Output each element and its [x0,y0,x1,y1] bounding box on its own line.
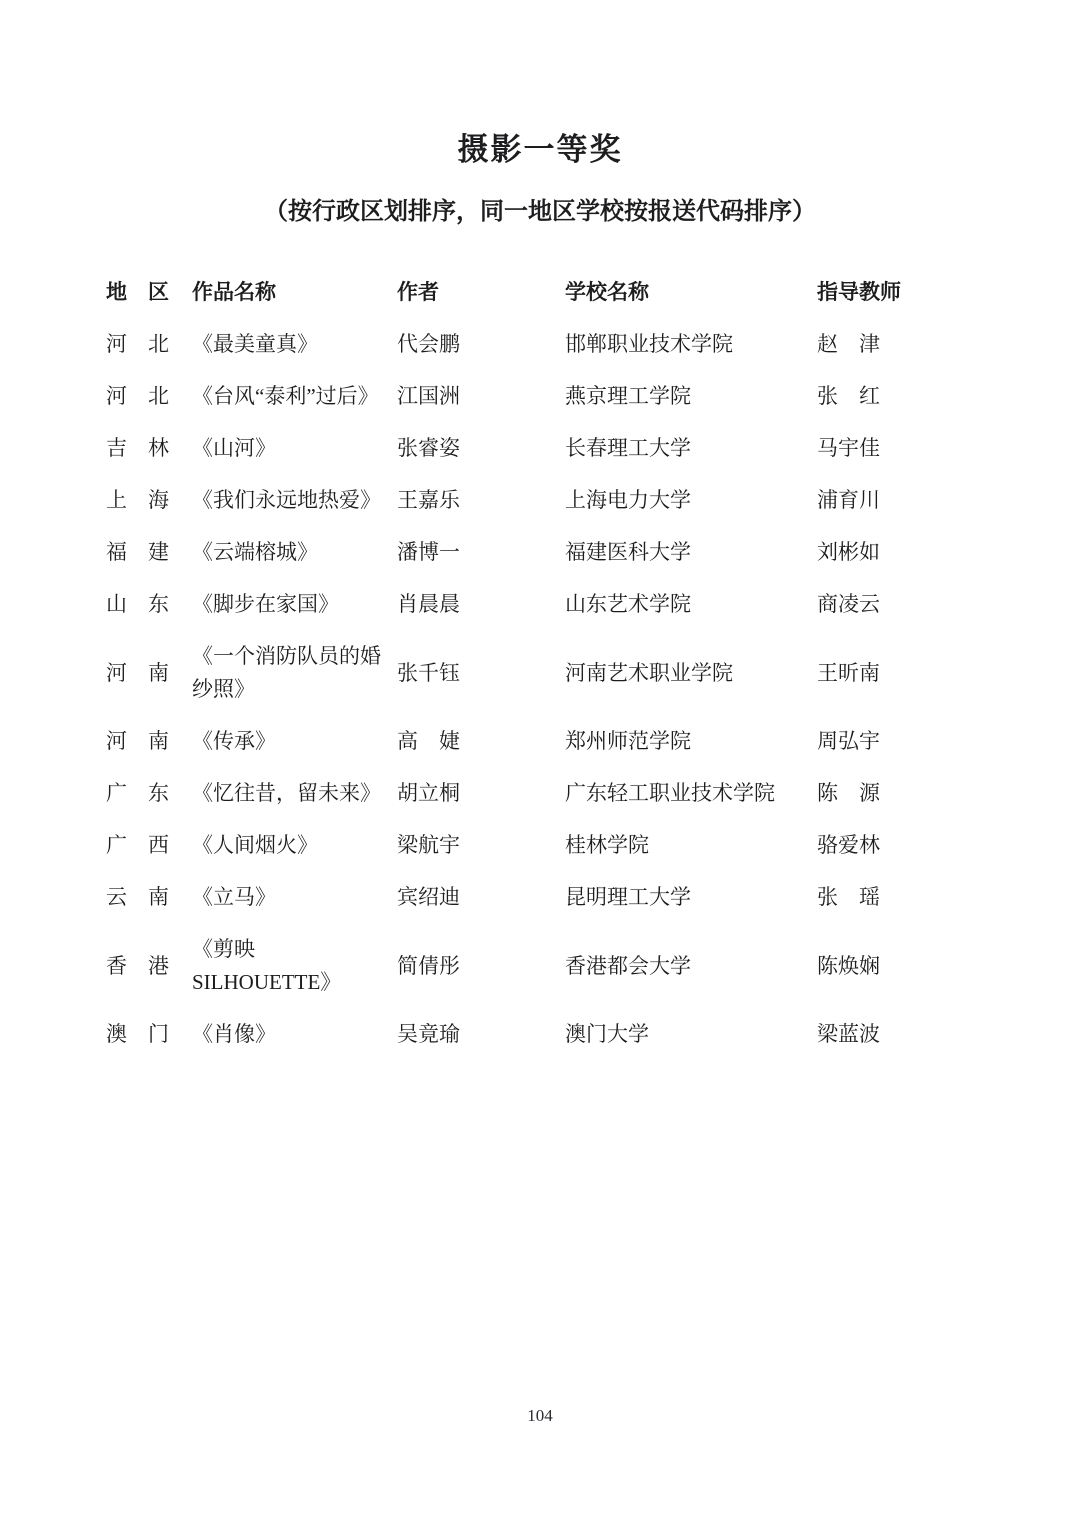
header-region: 地 区 [106,281,169,304]
page-subtitle: （按行政区划排序，同一地区学校按报送代码排序） [264,198,816,225]
table-row [106,328,928,361]
work-cell: 《脚步在家国》 [192,592,339,616]
table-header-row [106,276,928,309]
school-cell: 邯郸职业技术学院 [565,332,733,356]
author-cell: 张千钰 [397,660,460,685]
region-cell: 河 南 [106,729,169,753]
table-row [106,536,928,569]
school-cell: 福建医科大学 [565,540,691,564]
work-cell: 《忆往昔，留未来》 [192,781,381,805]
region-cell: 福 建 [106,540,169,564]
work-cell: 《山河》 [192,436,276,460]
school-cell: 郑州师范学院 [565,729,691,753]
work-cell: 《肖像》 [192,1022,276,1046]
work-cell: 《剪映 SILHOUETTE》 [192,937,342,994]
table-row [106,725,928,758]
table-row [106,640,928,706]
teacher-cell: 张 红 [817,384,880,408]
region-cell: 吉 林 [106,436,169,460]
table-body [106,328,928,1051]
page-number: 104 [527,1406,553,1425]
work-cell: 《一个消防队员的婚纱照》 [192,644,381,701]
region-cell: 山 东 [106,592,169,616]
table-row [106,588,928,621]
author-cell: 简倩彤 [397,953,460,978]
teacher-cell: 刘彬如 [817,540,880,564]
author-cell: 肖晨晨 [397,592,460,616]
school-cell: 上海电力大学 [565,488,691,512]
work-cell: 《我们永远地热爱》 [192,488,381,512]
author-cell: 高 婕 [397,729,460,753]
work-cell: 《传承》 [192,729,276,753]
header-teacher: 指导教师 [817,281,901,304]
school-cell: 昆明理工大学 [565,885,691,909]
author-cell: 胡立桐 [397,781,460,805]
table-row [106,1018,928,1051]
school-cell: 山东艺术学院 [565,592,691,616]
region-cell: 云 南 [106,885,169,909]
table-row [106,380,928,413]
region-cell: 上 海 [106,488,169,512]
teacher-cell: 陈焕娴 [817,953,880,978]
author-cell: 梁航宇 [397,833,460,857]
teacher-cell: 骆爱林 [817,833,880,857]
work-cell: 《立马》 [192,885,276,909]
header-school: 学校名称 [565,281,649,304]
award-table [106,276,928,1051]
teacher-cell: 周弘宇 [817,729,880,753]
region-cell: 澳 门 [106,1022,169,1046]
region-cell: 广 东 [106,781,169,805]
author-cell: 宾绍迪 [397,885,460,909]
author-cell: 吴竟瑜 [397,1022,460,1046]
teacher-cell: 王昕南 [817,660,880,685]
table-row [106,484,928,517]
teacher-cell: 张 瑶 [817,885,880,909]
author-cell: 江国洲 [397,384,460,408]
school-cell: 广东轻工职业技术学院 [565,781,775,805]
school-cell: 长春理工大学 [565,436,691,460]
school-cell: 河南艺术职业学院 [565,660,733,685]
school-cell: 燕京理工学院 [565,384,691,408]
region-cell: 河 北 [106,384,169,408]
header-author: 作者 [397,281,439,304]
school-cell: 桂林学院 [565,833,649,857]
work-cell: 《云端榕城》 [192,540,318,564]
school-cell: 澳门大学 [565,1022,649,1046]
table-row [106,933,928,999]
author-cell: 王嘉乐 [397,488,460,512]
teacher-cell: 梁蓝波 [817,1022,880,1046]
teacher-cell: 陈 源 [817,781,880,805]
author-cell: 张睿姿 [397,436,460,460]
work-cell: 《人间烟火》 [192,833,318,857]
teacher-cell: 商凌云 [817,592,880,616]
table-row [106,432,928,465]
region-cell: 河 南 [106,660,169,685]
author-cell: 潘博一 [397,540,460,564]
author-cell: 代会鹏 [397,332,460,356]
region-cell: 广 西 [106,833,169,857]
region-cell: 河 北 [106,332,169,356]
page-title: 摄影一等奖 [457,132,623,167]
header-work: 作品名称 [192,281,276,304]
table-row [106,777,928,810]
table-row [106,829,928,862]
work-cell: 《台风“泰利”过后》 [192,384,379,408]
teacher-cell: 浦育川 [817,488,880,512]
teacher-cell: 马宇佳 [817,436,880,460]
teacher-cell: 赵 津 [817,332,880,356]
school-cell: 香港都会大学 [565,953,691,978]
region-cell: 香 港 [106,953,169,978]
work-cell: 《最美童真》 [192,332,318,356]
table-row [106,881,928,914]
